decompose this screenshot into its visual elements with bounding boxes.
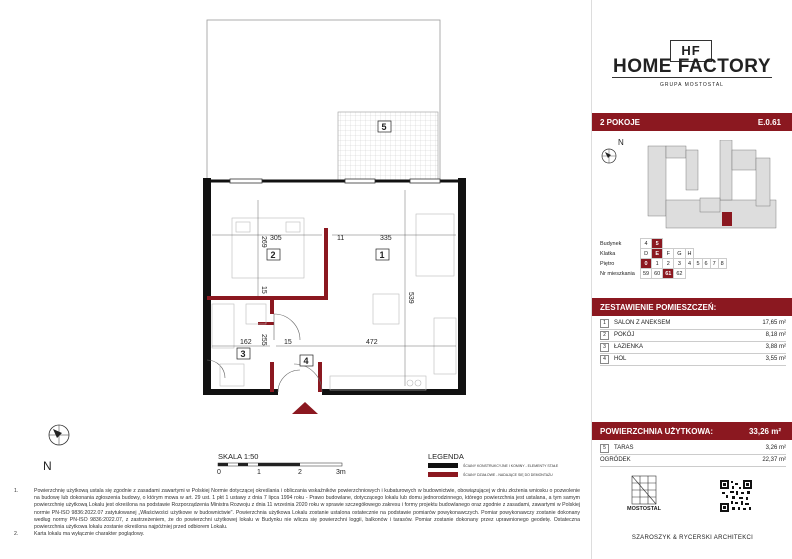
row-apartment-no (600, 269, 726, 279)
extra-name: TARAS (614, 445, 634, 451)
dim-11: 11 (337, 235, 345, 242)
legend-item-structural: ŚCIANY KONSTRUKCYJNE I KOMINY - ELEMENTY STAŁE (463, 464, 559, 468)
footnote-2 (14, 531, 580, 538)
brand-logo (612, 40, 772, 92)
mostostal-label: MOSTOSTAL (626, 506, 662, 512)
rooms-header (592, 298, 792, 316)
usable-area-label: POWIERZCHNIA UŻYTKOWA: (600, 427, 714, 436)
footnote-1 (14, 488, 580, 531)
wall-left (203, 178, 211, 394)
legend-title: LEGENDA (428, 452, 464, 461)
room-label-5: 5 (381, 122, 387, 132)
logo-monogram: HF (670, 40, 712, 62)
extra-number: 5 (600, 444, 609, 453)
cell: 7 (710, 259, 718, 269)
cell: D (641, 249, 652, 259)
scale-tick-3: 3m (336, 469, 346, 476)
room-number: 4 (600, 355, 609, 364)
extra-row (600, 443, 786, 455)
unit-code: E.0.61 (757, 118, 781, 127)
dim-255: 255 (260, 334, 267, 346)
cell: H (685, 249, 694, 259)
footnote-text: Karta lokalu ma wyłącznie charakter poglądowy. (34, 531, 145, 538)
room-area: 3,88 m² (765, 344, 786, 350)
room-number: 1 (600, 319, 609, 328)
room-name: POKÓJ (614, 332, 635, 338)
room-area: 3,55 m² (765, 356, 786, 362)
dim-269: 269 (260, 236, 267, 248)
north-compass-icon (49, 425, 69, 445)
compass-icon (602, 149, 616, 163)
doors (207, 314, 322, 392)
brand-name: HOME FACTORY (612, 56, 771, 77)
cell: 2 (663, 259, 674, 269)
row-staircase (600, 249, 726, 259)
qr-code-icon (720, 480, 752, 512)
mostostal-logo (624, 470, 664, 516)
unit-type: 2 POKOJE (600, 118, 641, 127)
cell: 3 (674, 259, 685, 269)
footnote-text: Powierzchnię użytkową ustala się zgodnie z zasadami zawartymi w Polskiej Normie dotyczącej określania i obliczania wskaźników powierzchniowych i kubaturowych w budownictwie, obowiązującej w dniu złożenia wniosku o pozwolenie na budowę lub dokonania zgłoszenia budowy, o którym mowa w art. 29 ust. 1 pkt 1 ustawy z dnia 7 lipca 1994 roku - Prawo budowlane, dotyczącego lokalu lub domu jednorodzinnego, którego powierzchnia jest ustalana, a tym samym powierzchnię użytkową Lokalu jest określona na podstawie Rozporządzenia Ministra Rozwoju z dnia 11 września 2020 roku w sprawie szczegółowego zakresu i formy projektu budowlanego oraz zgodnie z zasadami, zawartymi w Polskiej normie PN-ISO 9836:2022.07 zatytułowanej „Właściwości użytkowe w budownictwie". Powierzchnia użytkowa Lokalu zostanie ustalona ostatecznie na podstawie pomiarów powykonawczych. Pomiar powykonawczy zostanie dokonany według normy PN-ISO 9836:2022.07, z zastrzeżeniem, że do powierzchni użytkowej lokalu w Budynku nie wlicza się powierzchni loggii, balkonów i tarasów. Pomiar zostanie dokonany przez uprawnionego geodetę. Ostateczna powierzchnia użytkowa lokalu zostanie określona najpóźniej przed odbiorem Lokalu. (34, 488, 580, 531)
room-name: ŁAZIENKA (614, 344, 644, 350)
cell: 1 (652, 259, 663, 269)
north-label: N (43, 459, 52, 473)
rooms-list (600, 318, 786, 366)
cell: 4 (685, 259, 694, 269)
room-area: 8,18 m² (765, 332, 786, 338)
extra-row (600, 455, 786, 467)
dim-15b: 15 (284, 339, 292, 346)
wall-right (458, 178, 466, 394)
room-area: 17,65 m² (762, 320, 786, 326)
building-outline (648, 140, 776, 228)
room-label-4: 4 (303, 356, 309, 366)
key-plan (600, 140, 786, 232)
mostostal-logo-icon (624, 470, 664, 506)
location-table (600, 238, 727, 279)
unit-location-marker (722, 212, 732, 226)
legend-swatch-structural (428, 463, 458, 468)
dim-539: 539 (407, 292, 414, 304)
extra-area: 22,37 m² (762, 457, 786, 463)
cell-selected: E (652, 249, 663, 259)
scale-bar (218, 463, 342, 466)
scale-label: SKALA 1:50 (218, 452, 259, 461)
footnotes (14, 488, 580, 538)
architects-label: SZAROSZYK & RYCERSKI ARCHITEKCI (631, 535, 754, 541)
legend-swatch-partition (428, 472, 458, 477)
scale-tick-1: 1 (257, 469, 261, 476)
dim-162: 162 (240, 339, 252, 346)
usable-area-header (592, 422, 792, 440)
cell: 6 (702, 259, 710, 269)
legend-item-partition: ŚCIANY DZIAŁOWE - NADAJĄCE SIĘ DO DEMONTAŻU (463, 473, 553, 477)
cell: 60 (652, 269, 663, 279)
wall-bottom-left (203, 389, 278, 395)
row-building (600, 239, 726, 249)
key-plan-drawing (600, 140, 786, 232)
room-name: HOL (614, 356, 627, 362)
key-plan-north-label: N (618, 138, 624, 147)
dim-335: 335 (380, 235, 392, 242)
room-label-2: 2 (270, 250, 276, 260)
furniture (212, 214, 456, 390)
dim-305: 305 (270, 235, 282, 242)
room-row (600, 330, 786, 342)
room-number: 3 (600, 343, 609, 352)
logo-divider (612, 77, 772, 78)
room-name: SALON Z ANEKSEM (614, 320, 671, 326)
extra-area: 3,26 m² (765, 445, 786, 451)
extras-list (600, 443, 786, 467)
room-number: 2 (600, 331, 609, 340)
row-floor (600, 259, 726, 269)
dim-15a: 15 (260, 286, 267, 294)
cell: 8 (718, 259, 726, 269)
rooms-header-label: ZESTAWIENIE POMIESZCZEŃ: (600, 303, 717, 312)
cell: G (674, 249, 685, 259)
extra-name: OGRÓDEK (600, 457, 631, 463)
label-floor: Piętro (600, 260, 615, 267)
scale-tick-0: 0 (217, 469, 221, 476)
sidebar (591, 0, 792, 559)
brand-subtitle: GRUPA MOSTOSTAL (660, 82, 724, 88)
room-row (600, 342, 786, 354)
label-staircase: Klatka (600, 250, 616, 257)
footnote-number: 2. (14, 531, 19, 538)
unit-header (592, 113, 792, 131)
cell: 62 (674, 269, 685, 279)
outer-walls (205, 181, 464, 392)
cell-selected: 5 (652, 239, 663, 249)
qr-code[interactable] (720, 480, 752, 512)
cell: 5 (694, 259, 702, 269)
cell: 59 (641, 269, 652, 279)
cell-selected: 61 (663, 269, 674, 279)
room-label-3: 3 (240, 349, 246, 359)
cell: 4 (641, 239, 652, 249)
dim-472: 472 (366, 339, 378, 346)
usable-area-value: 33,26 m² (748, 427, 781, 436)
scale-tick-2: 2 (298, 469, 302, 476)
label-apartment-no: Nr mieszkania (600, 270, 635, 277)
room-row (600, 354, 786, 366)
label-building: Budynek (600, 240, 622, 247)
entrance-arrow (292, 402, 318, 414)
cell-selected: 0 (641, 259, 652, 269)
cell: F (663, 249, 674, 259)
room-label-1: 1 (379, 250, 385, 260)
footnote-number: 1. (14, 488, 19, 494)
room-row (600, 318, 786, 330)
